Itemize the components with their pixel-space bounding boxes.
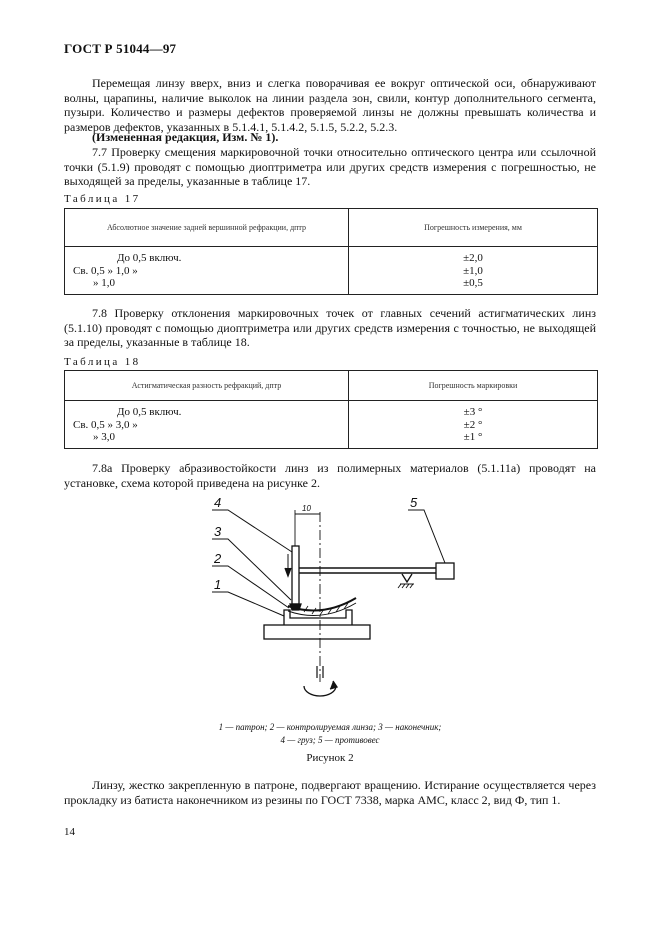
figure-label-2: 2 — [214, 551, 222, 566]
table-17-values: ±2,0 ±1,0 ±0,5 — [349, 247, 598, 295]
abrasion-test-diagram — [196, 492, 466, 714]
figure-legend-line-2: 4 — груз; 5 — противовес — [280, 735, 380, 745]
paragraph-7-8a: 7.8а Проверку абразивостойкости линз из полимерных материалов (5.1.11а) проводят на установке, схема которой приведена на рисунке 2. — [64, 461, 596, 490]
tip — [290, 604, 301, 610]
dimension-label: 10 — [302, 504, 311, 513]
figure-legend-line-1: 1 — патрон; 2 — контролируемая линза; 3 — наконечник; — [218, 722, 442, 732]
pivot-ground-hatching — [398, 584, 414, 588]
leader-3 — [212, 539, 291, 600]
table-row — [65, 401, 598, 449]
leader-5 — [408, 510, 445, 563]
table-18-ranges: До 0,5 включ. Св. 0,5 » 3,0 » » 3,0 — [65, 401, 349, 449]
figure-label-5: 5 — [410, 495, 418, 510]
weight-rod — [292, 546, 299, 604]
table-17-caption: Таблица 17 — [64, 193, 141, 205]
figure-caption: Рисунок 2 — [306, 752, 354, 764]
page-number: 14 — [64, 826, 75, 838]
counterweight — [436, 563, 454, 579]
document-header: ГОСТ Р 51044—97 — [64, 41, 177, 56]
load-arrowhead — [285, 568, 291, 576]
table-18 — [64, 370, 598, 449]
paragraph-inspection: Перемещая линзу вверх, вниз и слегка поворачивая ее вокруг оптической оси, обнаруживают волны, царапины, наличие выколок на линии раздела зон, свили, контур дополнительного сегмента, пузыри. Количество и размеры дефектов проверяемой линзы не должны превышать количества и размеров дефектов, указанных в 5.1.4.1, 5.1.4.2, 5.1.5, 5.2.2, 5.2.3. — [64, 76, 596, 134]
base-plate — [264, 625, 370, 639]
amendment-note: (Измененная редакция, Изм. № 1). — [92, 130, 279, 144]
table-17 — [64, 208, 598, 295]
rotation-arrowhead — [330, 681, 337, 689]
table-18-values: ±3 ° ±2 ° ±1 ° — [349, 401, 598, 449]
leader-1 — [212, 592, 284, 616]
figure-label-1: 1 — [214, 577, 222, 592]
paragraph-7-7: 7.7 Проверку смещения маркировочной точки относительно оптического центра или ссылочной точки (5.1.9) проводят с помощью диоптриметра или других средств измерения с погрешностью, не выходящей за пределы, указанные в таблице 17. — [64, 145, 596, 189]
table-row — [65, 247, 598, 295]
chuck — [284, 610, 352, 625]
table-18-header-col1: Астигматическая разность рефракций, дптр — [65, 371, 349, 401]
paragraph-7-8: 7.8 Проверку отклонения маркировочных точек от главных сечений астигматических линз (5.1.10) проводят с помощью диоптриметра или других средств измерения с точностью, не выходящей за пределы, указанные в таблице 18. — [64, 306, 596, 350]
table-17-ranges: До 0,5 включ. Св. 0,5 » 1,0 » » 1,0 — [65, 247, 349, 295]
figure-label-3: 3 — [214, 524, 222, 539]
table-18-caption: Таблица 18 — [64, 356, 141, 368]
table-17-header-col2: Погрешность измерения, мм — [349, 209, 598, 247]
figure-label-4: 4 — [214, 495, 222, 510]
pivot-support — [402, 574, 412, 582]
leader-4 — [212, 510, 292, 552]
table-17-header-col1: Абсолютное значение задней вершинной рефракции, дптр — [65, 209, 349, 247]
table-18-header-col2: Погрешность маркировки — [349, 371, 598, 401]
paragraph-rotation: Линзу, жестко закрепленную в патроне, подвергают вращению. Истирание осуществляется через прокладку из батиста наконечником из резины по ГОСТ 7338, марка АМС, класс 2, вид Ф, тип 1. — [64, 778, 596, 807]
